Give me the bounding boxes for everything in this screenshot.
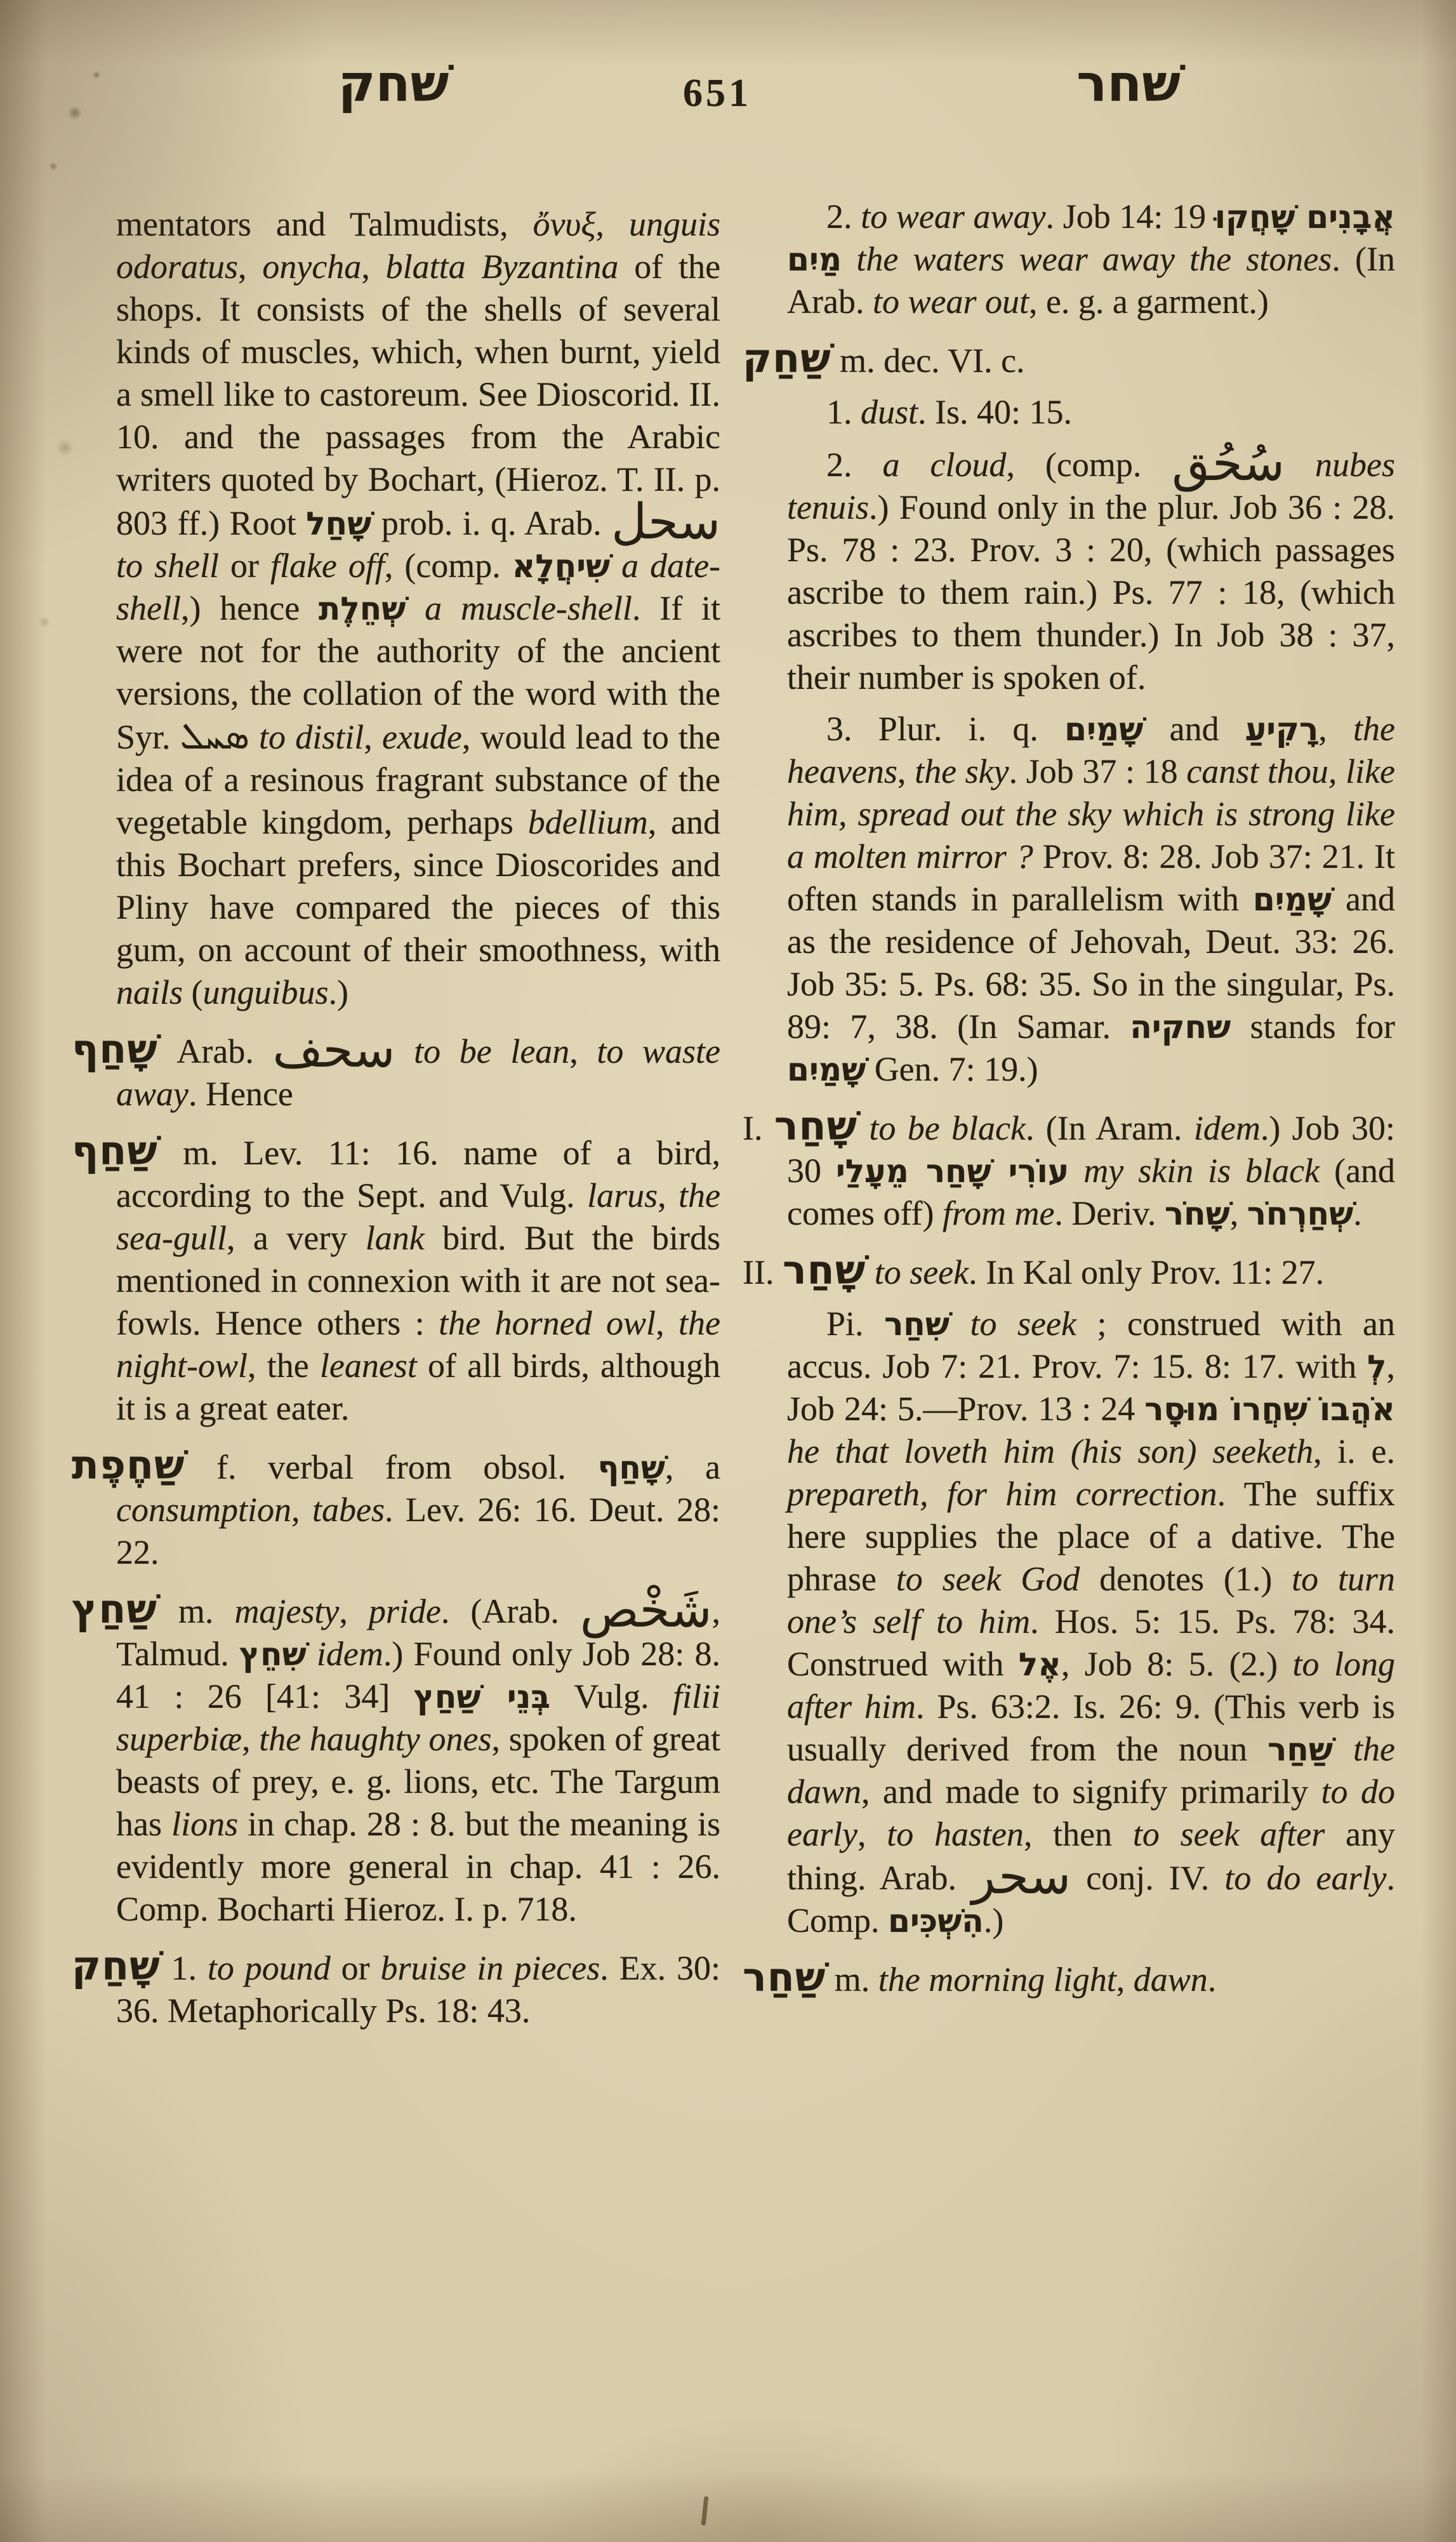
text-run: , (comp. xyxy=(1006,446,1172,484)
text-run: , xyxy=(242,1720,260,1758)
page-number: 651 xyxy=(683,72,751,115)
text-run: to do early xyxy=(1224,1859,1387,1897)
text-run: to do early xyxy=(787,1773,1395,1853)
text-run: the heavens xyxy=(787,710,1396,790)
text-run: , i. e. xyxy=(1313,1432,1395,1470)
text-run: , xyxy=(658,1176,679,1214)
text-run: f. verbal from obsol. xyxy=(185,1448,598,1486)
text-run: . (In Arab. xyxy=(787,240,1396,321)
text-run: idem xyxy=(316,1635,383,1673)
text-run: .) Job 30: 30 xyxy=(787,1109,1396,1190)
text-run: 2. xyxy=(826,446,883,484)
text-run: שִׁחַר xyxy=(884,1305,950,1343)
entry-shachar-dawn xyxy=(743,1954,1395,2001)
text-run: , and made to signify primarily xyxy=(861,1773,1321,1811)
sense-wear-away xyxy=(787,196,1395,323)
text-run: שָׁחַל xyxy=(306,505,372,542)
text-run: from me xyxy=(942,1194,1055,1232)
text-run: לְ xyxy=(1367,1348,1387,1385)
text-run: the morning light xyxy=(878,1960,1116,1999)
text-run xyxy=(406,589,425,627)
text-run: flake off xyxy=(270,547,385,585)
text-run: , xyxy=(1229,1194,1247,1232)
text-run: سحر xyxy=(972,1849,1071,1905)
text-run: tabes xyxy=(312,1491,385,1529)
right-column xyxy=(743,196,1396,2001)
text-run: שִׁחֵץ xyxy=(239,1635,307,1673)
text-run: a muscle-shell xyxy=(425,589,632,627)
text-run: idem xyxy=(1193,1109,1261,1147)
text-run: , the xyxy=(248,1347,320,1385)
text-run: Arab. xyxy=(157,1032,273,1070)
binding-mark xyxy=(701,2496,709,2525)
text-run: I. xyxy=(743,1109,774,1147)
text-run: שְׁחֵלֶת xyxy=(319,590,406,627)
text-run xyxy=(866,1253,875,1291)
text-run: שָׁחַף xyxy=(72,1026,158,1072)
text-run: .) xyxy=(328,973,349,1011)
text-run: to seek God xyxy=(896,1560,1080,1598)
text-run: . In Kal only Prov. 11: 27. xyxy=(969,1253,1325,1291)
text-run: . xyxy=(1207,1960,1217,1999)
text-run: ( xyxy=(183,973,203,1011)
text-run: , Job 8: 5. (2.) xyxy=(1061,1645,1293,1683)
text-run: prepareth, for him correction xyxy=(787,1475,1217,1513)
text-run: he that loveth him (his son) seeketh xyxy=(787,1432,1314,1470)
text-run: lank xyxy=(365,1219,425,1257)
text-run: , a xyxy=(665,1448,721,1486)
text-run: .) xyxy=(983,1901,1004,1940)
text-run: to waste away xyxy=(116,1032,721,1113)
text-run: אֶל xyxy=(1018,1646,1061,1683)
text-run: שַׁחַר xyxy=(743,1954,826,2000)
text-run: dawn xyxy=(1133,1960,1208,1999)
text-run: سحل xyxy=(611,494,720,550)
header-word-right: שׁחר xyxy=(1076,54,1181,113)
text-run: . Job 37 : 18 xyxy=(1009,752,1187,790)
text-run: Vulg. xyxy=(550,1677,673,1715)
text-run xyxy=(842,240,856,278)
text-run: , xyxy=(1116,1960,1134,1999)
text-run: denotes (1.) xyxy=(1080,1560,1292,1598)
text-run: , xyxy=(857,1815,887,1853)
text-run: , xyxy=(291,1491,313,1529)
text-run: stands for xyxy=(1231,1008,1395,1046)
text-run: ,) hence xyxy=(181,589,319,627)
text-run: . Lev. 26: 16. Deut. 28: 22. xyxy=(116,1491,721,1571)
text-run: . Ps. 63:2. Is. 26: 9. (This verb is usually derived from the noun xyxy=(787,1687,1395,1768)
text-run: שָׁחַר xyxy=(774,1103,858,1149)
text-run: שַׁחַץ xyxy=(72,1586,157,1632)
text-run: majesty xyxy=(234,1592,340,1630)
text-run: the horned owl xyxy=(439,1304,656,1342)
text-run: , e. g. a garment.) xyxy=(1028,283,1269,321)
text-run: , spoken of great beasts of prey, e. g. lions, etc. The Targum has xyxy=(116,1720,721,1843)
text-run: leanest xyxy=(319,1347,417,1385)
text-run: 3. Plur. i. q. xyxy=(826,710,1065,748)
text-run: bruise in pieces xyxy=(380,1949,600,1987)
text-run: . Is. 40: 15. xyxy=(918,393,1073,431)
text-run: (and comes off) xyxy=(787,1152,1396,1232)
text-run: or xyxy=(330,1949,381,1987)
entry-shachats xyxy=(72,1582,721,1931)
text-run: , xyxy=(569,1032,597,1070)
text-run: שַׁחֶפֶת xyxy=(72,1442,185,1488)
text-run: onycha xyxy=(262,248,362,286)
text-run: שָׁמַיִם xyxy=(787,1051,866,1088)
sense-cloud xyxy=(787,436,1396,699)
text-run: my skin is black xyxy=(1083,1152,1320,1190)
text-run: ܣܚܠ xyxy=(180,714,249,757)
text-run: of all birds, although it is a great eater. xyxy=(116,1347,720,1427)
text-run: Gen. 7: 19.) xyxy=(866,1050,1038,1088)
text-run: to wear out xyxy=(872,283,1029,321)
text-run: , a very xyxy=(226,1219,366,1257)
text-run: , xyxy=(238,248,263,286)
text-run: . The suffix here supplies the place of a dative. The phrase xyxy=(787,1475,1395,1598)
text-run: . (Arab. xyxy=(440,1592,580,1630)
text-run: , Talmud. xyxy=(116,1592,720,1673)
text-run: שָׁחַק xyxy=(72,1943,161,1989)
text-run: in chap. 28 : 8. but the meaning is evidently more general in chap. 41 : 26. Comp. Bocharti Hieroz. I. p. 718. xyxy=(116,1805,720,1928)
text-run: 2. xyxy=(826,197,861,236)
text-run: pride xyxy=(368,1592,441,1630)
text-run: II. xyxy=(743,1253,783,1291)
text-run: אֲבָנִים שָׁחֲקוּ מַיִם xyxy=(787,198,1395,278)
text-run: or xyxy=(218,547,270,585)
text-run: to distil xyxy=(259,718,364,756)
entry-shachar-black xyxy=(743,1103,1396,1235)
text-run: prob. i. q. Arab. xyxy=(371,504,612,542)
text-run: Prov. 8: 28. Job 37: 21. It often stands in parallelism with xyxy=(787,837,1395,918)
text-run: . Hos. 5: 15. Ps. 78: 34. Construed with xyxy=(787,1602,1395,1683)
text-run: רָקִיעַ xyxy=(1245,710,1319,748)
text-run: consumption xyxy=(116,1491,291,1529)
entry-shachaph-bird xyxy=(72,1128,720,1430)
text-run: any thing. Arab. xyxy=(787,1815,1395,1897)
text-run: سحف xyxy=(272,1022,395,1079)
text-run: שַׁחַק xyxy=(743,335,831,382)
text-run: , Job 24: 5.—Prov. 13 : 24 xyxy=(787,1347,1395,1428)
text-run: m. xyxy=(157,1592,235,1630)
text-run: to wear away xyxy=(861,197,1046,236)
text-run: to turn one’s self to him xyxy=(787,1560,1395,1640)
text-run: שָׁחַר xyxy=(782,1247,866,1293)
left-column xyxy=(72,203,721,2032)
text-run: the dawn xyxy=(787,1730,1395,1811)
text-run: ὄνυξ xyxy=(533,205,596,243)
text-run: the waters wear away the stones xyxy=(856,240,1332,278)
entry-shachaq-noun xyxy=(743,335,1395,382)
text-run: m. Lev. 11: 16. name of a bird, according to the Sept. and Vulg. xyxy=(116,1134,720,1214)
text-run: . Deriv. xyxy=(1054,1194,1165,1232)
paragraph-continuation-onycha xyxy=(116,203,720,1014)
text-run xyxy=(1069,1152,1083,1190)
text-run: exude xyxy=(381,718,462,756)
text-run: mentators and Talmudists, xyxy=(116,205,533,243)
text-run: a date-shell xyxy=(116,547,721,627)
text-run: blatta Byzantina xyxy=(385,248,619,286)
text-run: , xyxy=(1318,710,1354,748)
text-run: , (comp. xyxy=(384,547,512,585)
text-run: שַׁחַר xyxy=(1267,1731,1333,1768)
text-run: שִׁיחֲלָא xyxy=(512,547,611,585)
text-run: בְּנֵי שַׁחַץ xyxy=(413,1678,551,1715)
text-run: , xyxy=(595,205,629,243)
text-run xyxy=(610,547,621,585)
text-run: , would lead to the idea of a resinous fragrant substance of the vegetable kingdom, perhaps xyxy=(116,718,720,841)
text-run: שָׁמַיִם xyxy=(1252,881,1332,918)
text-run xyxy=(1333,1730,1353,1768)
text-run: the night-owl xyxy=(116,1304,720,1385)
entry-shachaph-root xyxy=(72,1022,721,1115)
text-run: .) Found only in the plur. Job 36 : 28. Ps. 78 : 23. Prov. 3 : 20, (which passages ascribe to them rain.) Ps. 77 : 18, (which ascribes to them thunder.) In Job 38 : 37, their number is spoken of. xyxy=(787,488,1395,696)
text-run: the haughty ones xyxy=(259,1720,492,1758)
text-run: שָׁמַיִם xyxy=(1064,710,1144,748)
text-run: سُحُق xyxy=(1172,436,1285,492)
text-run: to hasten xyxy=(887,1815,1024,1853)
text-run: larus xyxy=(587,1176,658,1214)
text-run: nails xyxy=(116,973,183,1011)
text-run: to pound xyxy=(207,1949,331,1987)
text-run xyxy=(249,718,259,756)
text-run: m. xyxy=(826,1960,878,1999)
text-run: שַׁחַף xyxy=(72,1128,158,1174)
text-run: lions xyxy=(171,1805,239,1843)
sense-dust xyxy=(787,391,1395,434)
text-run xyxy=(307,1635,317,1673)
text-run: . Hence xyxy=(189,1075,293,1113)
text-run xyxy=(857,1109,869,1147)
text-run: شَخْص xyxy=(579,1582,712,1639)
text-run: and as the residence of Jehovah, Deut. 33: 26. Job 35: 5. Ps. 68: 35. So in the singular, Ps. 89: 7, 38. (In Samar. xyxy=(787,880,1396,1046)
text-run: שְׁחַרְחֹר xyxy=(1247,1195,1354,1232)
text-run: a cloud xyxy=(882,446,1007,484)
text-run xyxy=(395,1032,414,1070)
text-run: 1. xyxy=(826,393,861,431)
text-run: . Comp. xyxy=(787,1859,1395,1940)
text-run: filii superbiæ xyxy=(116,1677,720,1758)
entry-shachar-seek xyxy=(743,1247,1395,1294)
text-run: dust xyxy=(861,393,918,431)
text-run: to be black xyxy=(869,1109,1026,1147)
text-run: m. dec. VI. c. xyxy=(831,342,1025,380)
text-run: the sea-gull xyxy=(116,1176,720,1257)
text-run: the sky xyxy=(915,752,1009,790)
text-run: . Job 14: 19 xyxy=(1045,197,1215,236)
text-run xyxy=(1285,446,1315,484)
text-run: canst thou, like him, spread out the sky which is strong like a molten mirror ? xyxy=(787,752,1396,875)
text-run: , xyxy=(364,718,382,756)
text-run: אֹהֲבוֹ שִׁחֲרוֹ מוּסָר xyxy=(1144,1390,1395,1428)
text-run: ; construed with an accus. Job 7: 21. Prov. 7: 15. 8: 17. with xyxy=(787,1305,1395,1385)
text-run: bdellium xyxy=(527,803,648,841)
sense-piel-seek xyxy=(787,1303,1395,1942)
text-run: , and this Bochart prefers, since Dioscorides and Pliny have compared the pieces of this gum, on account of their smoothness, with xyxy=(116,803,720,969)
text-run: . Ex. 30: 36. Metaphorically Ps. 18: 43. xyxy=(116,1949,720,2030)
text-run: to seek xyxy=(970,1305,1076,1343)
text-run: to be lean xyxy=(414,1032,570,1070)
text-run: הִשְׁכִּים xyxy=(888,1902,984,1940)
text-run: . (In Aram. xyxy=(1025,1109,1194,1147)
entry-shachaq-verb xyxy=(72,1943,720,2032)
text-run: , xyxy=(656,1304,679,1342)
text-run: , xyxy=(897,752,915,790)
text-run: to seek xyxy=(874,1253,969,1291)
text-run: 1. xyxy=(160,1949,208,1987)
text-run: Pi. xyxy=(826,1305,885,1343)
text-run: שָׁחֹר xyxy=(1164,1195,1230,1232)
text-run: bird. But the birds mentioned in connexion with it are not sea-fowls. Hence others : xyxy=(116,1219,720,1342)
text-run: conj. IV. xyxy=(1071,1859,1225,1897)
header-word-left: שׁחק xyxy=(338,54,449,113)
text-run: , xyxy=(339,1592,369,1630)
sense-heavens xyxy=(787,708,1395,1091)
text-run: , xyxy=(361,248,386,286)
text-run: unguibus xyxy=(202,973,329,1011)
text-run: . xyxy=(1353,1194,1362,1232)
entry-shachepheth xyxy=(72,1442,721,1574)
text-run: unguis odoratus xyxy=(116,205,720,286)
text-run: .) Found only Job 28: 8. 41 : 26 [41: 34] xyxy=(116,1635,720,1715)
text-run: שחקיה xyxy=(1130,1008,1231,1046)
text-run: and xyxy=(1143,710,1245,748)
text-run: to long after him xyxy=(787,1645,1395,1726)
text-run: . If it were not for the authority of the ancient versions, the collation of the word with the Syr. xyxy=(116,589,721,756)
text-run: עוֹרִי שָׁחַר מֵעָלַי xyxy=(835,1152,1069,1190)
text-run: שָׁחַף xyxy=(597,1449,665,1486)
text-run: nubes tenuis xyxy=(787,446,1396,526)
text-run: to seek after xyxy=(1132,1815,1325,1853)
text-run: , then xyxy=(1023,1815,1133,1853)
text-run: to shell xyxy=(116,547,219,585)
text-run xyxy=(950,1305,970,1343)
text-run: of the shops. It consists of the shells of several kinds of muscles, which, when burnt, yield a smell like to castoreum. See Dioscorid. II. 10. and the passages from the Arabic writers quoted by Bochart, (Hieroz. T. II. p. 803 ff.) Root xyxy=(116,248,721,542)
